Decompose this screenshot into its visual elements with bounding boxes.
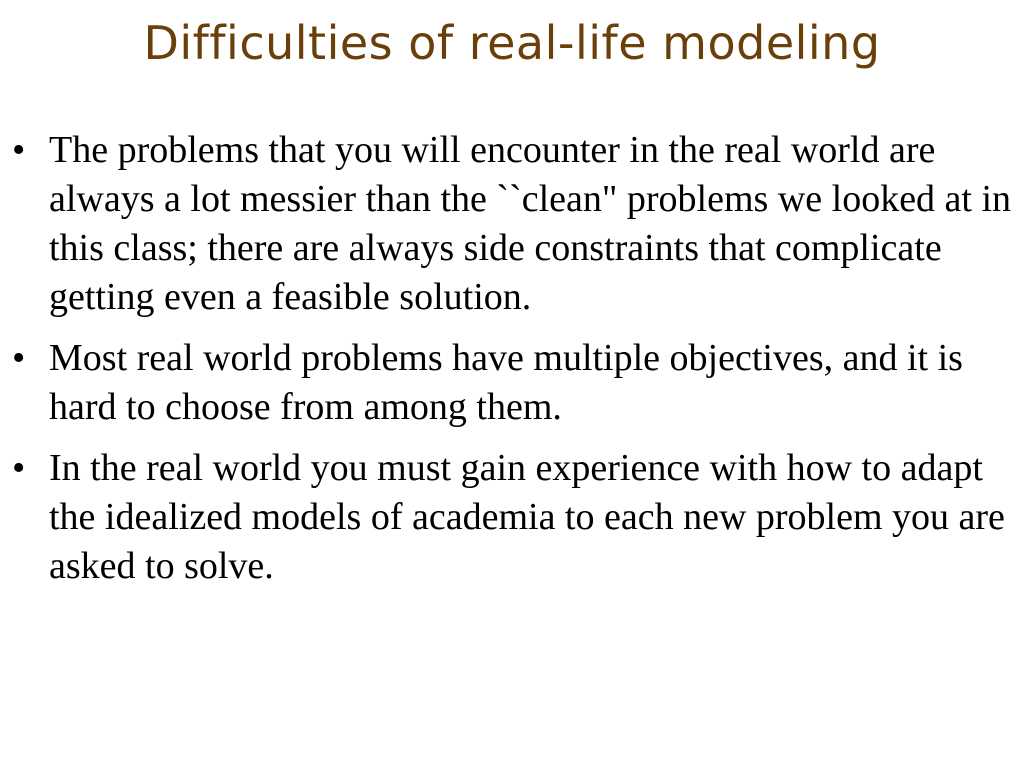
bullet-icon: •: [12, 447, 26, 489]
bullet-icon: •: [12, 337, 26, 379]
bullet-text: Most real world problems have multiple objectives, and it is hard to choose from among them.: [49, 337, 963, 428]
bullet-item-messy-problems: [0, 126, 1020, 322]
bullet-item-gain-experience: [0, 444, 1020, 591]
bullet-item-multiple-objectives: [0, 334, 1020, 432]
slide-title: Difficulties of real-life modeling: [143, 16, 881, 70]
bullet-icon: •: [12, 129, 26, 171]
bullet-text: The problems that you will encounter in the real world are always a lot messier than the ``clean" problems we looked at in this class; there are always side constraints that complicate getting even a feasible solution.: [49, 129, 1012, 318]
bullet-text: In the real world you must gain experience with how to adapt the idealized models of academia to each new problem you are asked to solve.: [49, 447, 1005, 587]
bullet-list: [0, 126, 1020, 603]
